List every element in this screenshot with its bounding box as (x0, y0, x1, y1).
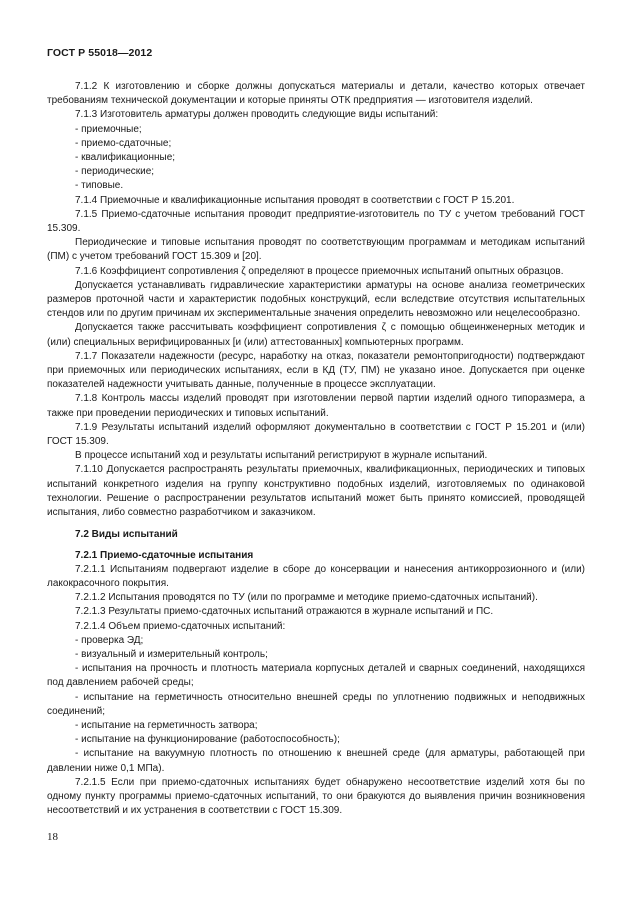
list-item: - испытания на прочность и плотность материала корпусных деталей и сварных соединений, находящихся под давлением рабочей среды; (47, 663, 585, 689)
paragraph: 7.1.6 Коэффициент сопротивления ζ определяют в процессе приемочных испытаний опытных образцов. (75, 265, 564, 277)
paragraph: 7.1.10 Допускается распространять результаты приемочных, квалификационных, периодических и типовых испытаний конкретного изделия на группу конструктивно подобных изделий, изготовляемых по одинаковой технологии. Решение о распространении результатов испытаний может быть принято комиссией, проводящей испытания, либо совместно разработчиком и заказчиком. (47, 464, 585, 519)
paragraph: Периодические и типовые испытания проводят по соответствующим программам и методикам испытаний (ПМ) с учетом требований ГОСТ 15.309 и [20]. (47, 237, 585, 263)
paragraph: В процессе испытаний ход и результаты испытаний регистрируют в журнале испытаний. (75, 450, 488, 462)
list-item: - визуальный и измерительный контроль; (75, 648, 268, 660)
paragraph: Допускается также рассчитывать коэффициент сопротивления ζ с помощью общеинженерных методик и (или) специальных верифицированных [и (или) аттестованных] компьютерных программ. (47, 322, 585, 348)
page-number: 18 (47, 831, 58, 843)
list-item: - приемо-сдаточные; (75, 137, 172, 149)
paragraph: Допускается устанавливать гидравлические характеристики арматуры на основе анализа геометрических размеров проточной части и характеристик подобных конструкций, если вследствие отсутствия испытательных стендов или по другим причинам их экспериментальные значения определить невозможно или нецелесообразно. (47, 279, 585, 320)
list-item: - периодические; (75, 166, 155, 178)
paragraph: 7.1.5 Приемо-сдаточные испытания проводит предприятие-изготовитель по ТУ с учетом требований ГОСТ 15.309. (47, 208, 585, 235)
subsection-heading: 7.2.1 Приемо-сдаточные испытания (75, 549, 254, 561)
list-item: - типовые. (75, 180, 124, 192)
list-item: - испытание на герметичность относительно внешней среды по уплотнению подвижных и неподвижных соединений; (47, 691, 585, 717)
document-body (47, 80, 585, 818)
list-item: - квалификационные; (75, 152, 176, 164)
list-item: - испытание на герметичность затвора; (75, 719, 258, 731)
paragraph: 7.2.1.5 Если при приемо-сдаточных испытаниях будет обнаружено несоответствие изделий хотя бы по одному пункту программы приемо-сдаточных испытаний, то они бракуются до выявления причин возникновения несоответствий и их устранения в соответствии с ГОСТ 15.309. (47, 776, 585, 817)
paragraph: 7.1.4 Приемочные и квалификационные испытания проводят в соответствии с ГОСТ Р 15.201. (75, 194, 515, 206)
paragraph: 7.1.7 Показатели надежности (ресурс, наработку на отказ, показатели ремонтопригодности) подтверждают при приемочных или периодических испытаниях, если в КД (ТУ, ПМ) не указано иное. Допускается при оценке показателей надежности учитывать данные, полученные в процессе эксплуатации. (47, 350, 585, 391)
paragraph: 7.2.1.2 Испытания проводятся по ТУ (или по программе и методике приемо-сдаточных испытаний). (75, 592, 538, 604)
paragraph: 7.2.1.3 Результаты приемо-сдаточных испытаний отражаются в журнале испытаний и ПС. (75, 606, 494, 618)
section-heading: 7.2 Виды испытаний (75, 529, 178, 541)
paragraph: 7.1.3 Изготовитель арматуры должен проводить следующие виды испытаний: (75, 109, 439, 121)
list-item: - испытание на вакуумную плотность по отношению к внешней среде (для арматуры, работающей при давлении ниже 0,1 МПа). (47, 748, 585, 774)
paragraph: 7.2.1.1 Испытаниям подвергают изделие в сборе до консервации и нанесения антикоррозионного и (или) лакокрасочного покрытия. (47, 563, 585, 589)
list-item: - испытание на функционирование (работоспособность); (75, 734, 340, 746)
paragraph: 7.1.8 Контроль массы изделий проводят при изготовлении первой партии изделий одного типоразмера, а также при проведении периодических и типовых испытаний. (47, 393, 585, 419)
list-item: - приемочные; (75, 123, 142, 135)
document-header: ГОСТ Р 55018—2012 (47, 47, 153, 59)
list-item: - проверка ЭД; (75, 634, 144, 646)
paragraph: 7.1.2 К изготовлению и сборке должны допускаться материалы и детали, качество которых отвечает требованиям технической документации и которые приняты ОТК предприятия — изготовителя изделий. (47, 81, 585, 107)
paragraph: 7.1.9 Результаты испытаний изделий оформляют документально в соответствии с ГОСТ Р 15.201 и (или) ГОСТ 15.309. (47, 421, 585, 448)
paragraph: 7.2.1.4 Объем приемо-сдаточных испытаний: (75, 620, 286, 632)
